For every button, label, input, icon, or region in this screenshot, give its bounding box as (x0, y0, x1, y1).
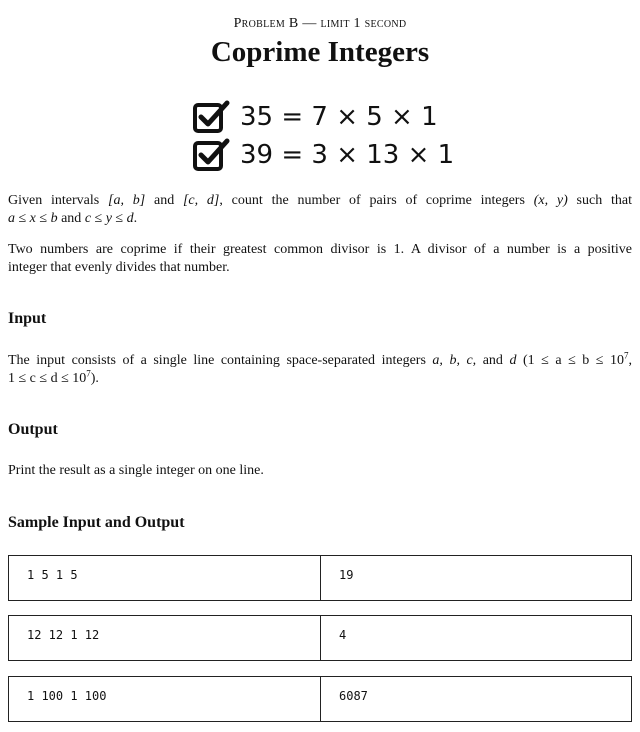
equation-text: 39 = 3 × 13 × 1 (240, 140, 455, 170)
sample-input-cell: 12 12 1 12 (9, 616, 321, 660)
checkbox-checked-icon (192, 138, 230, 172)
coprime-definition (8, 241, 632, 277)
definition-line: Two numbers are coprime if their greatest common divisor is 1. A divisor of a number is a positive (8, 242, 632, 257)
samples-heading: Sample Input and Output (8, 514, 185, 531)
sample-output-cell: 6087 (339, 689, 368, 703)
sample-output-cell: 19 (339, 568, 354, 582)
statement-paragraph (8, 192, 632, 228)
input-heading: Input (8, 310, 47, 327)
statement-line: Given intervals [a, b] and [c, d], count the number of pairs of coprime integers (x, y) such that (8, 193, 632, 208)
sample-input-cell: 1 100 1 100 (9, 677, 321, 721)
sample-output-cell: 4 (339, 628, 347, 642)
input-line: $1 \le c \le d \le 10^7$). (8, 368, 99, 386)
equation-text: 35 = 7 × 5 × 1 (240, 102, 438, 132)
sample-table (8, 615, 632, 661)
problem-label: Problem B — limit 1 second (233, 16, 407, 31)
sample-input-cell: 1 5 1 5 (9, 556, 321, 600)
output-description (8, 462, 632, 480)
page-title: Coprime Integers (210, 36, 430, 68)
input-line: The input consists of a single line containing space-separated integers a, b, c, and d ($1 \le a \le b \le 10^7$, (8, 350, 633, 368)
output-line: Print the result as a single integer on one line. (8, 463, 264, 478)
input-description (8, 352, 632, 388)
definition-line: integer that evenly divides that number. (8, 260, 230, 275)
equation-row (192, 100, 438, 134)
statement-line: a ≤ x ≤ b and c ≤ y ≤ d. (8, 211, 138, 226)
equation-row (192, 138, 454, 172)
checkbox-checked-icon (192, 100, 230, 134)
output-heading: Output (8, 421, 58, 438)
sample-table (8, 676, 632, 722)
sample-table (8, 555, 632, 601)
